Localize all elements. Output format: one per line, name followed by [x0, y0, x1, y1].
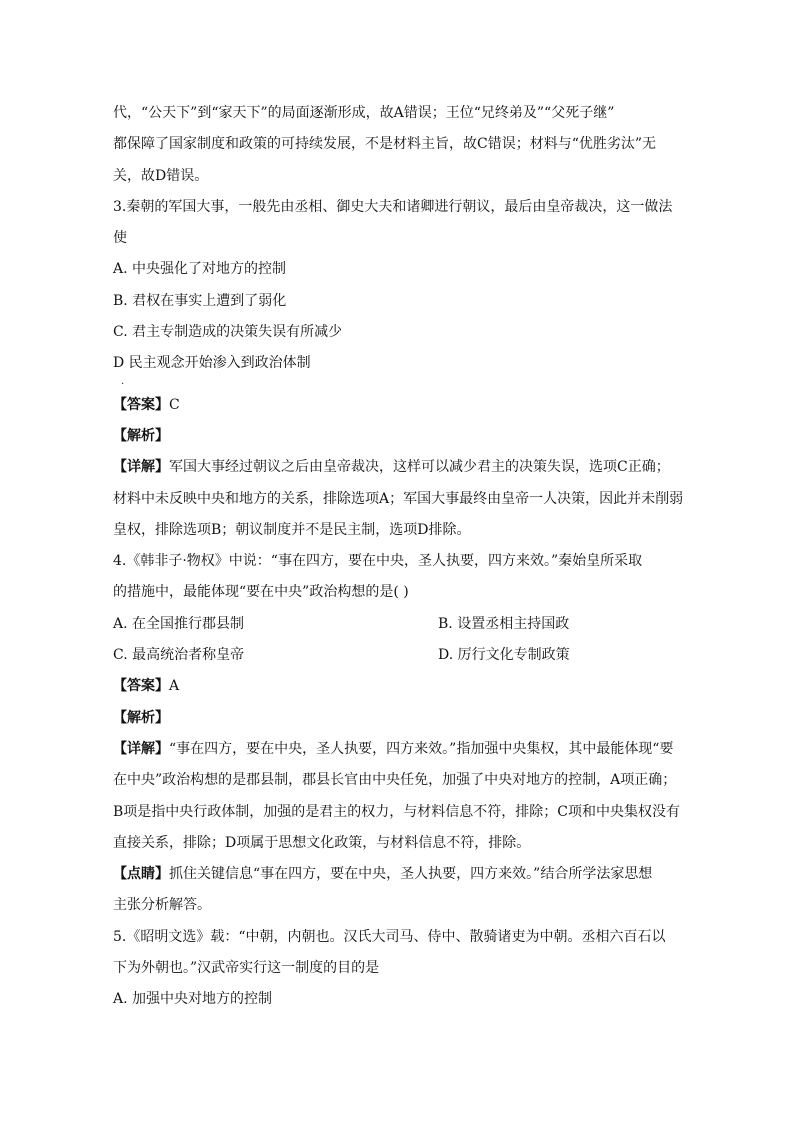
q3-detail-line-1	[113, 452, 683, 483]
q4-option-c: C. 最高统治者称皇帝	[113, 647, 245, 664]
q4-detail-text-1: “事在四方，要在中央，圣人执要，四方来效。”指加强中央集权，其中最能体现“要	[169, 740, 674, 757]
q3-detail-line-3: 皇权，排除选项B；朝议制度并不是民主制，选项D排除。	[113, 521, 471, 538]
q4-options-row-2	[113, 640, 683, 671]
q3-detail-line-2: 材料中未反映中央和地方的关系，排除选项A；军国大事最终由皇帝一人决策，因此并未削弱	[113, 490, 684, 507]
document-content	[113, 98, 683, 1016]
q5-option-a: A. 加强中央对地方的控制	[113, 991, 273, 1008]
q4-detail-line-1	[113, 734, 683, 765]
q5-stem-line-1: 5.《昭明文选》载：“中朝，内朝也。汉氏大司马、侍中、散骑诸吏为中朝。丞相六百石以	[113, 928, 666, 945]
q3-option-a: A. 中央强化了对地方的控制	[113, 261, 287, 278]
q3-stem-line-2: 使	[113, 230, 127, 247]
stray-mark: ·	[121, 378, 125, 390]
q4-answer-value: A	[169, 678, 180, 695]
q3-stem-line-1: 3.秦朝的军国大事，一般先由丞相、御史大夫和诸卿进行朝议，最后由皇帝裁决，这一做法	[113, 198, 673, 215]
q3-answer-line	[113, 390, 683, 421]
q4-point-line-2: 主张分析解答。	[113, 897, 211, 914]
q4-point-line-1	[113, 859, 683, 890]
q4-answer-line	[113, 671, 683, 702]
answer-tag: 【答案】	[113, 396, 169, 413]
q4-option-b: B. 设置丞相主持国政	[438, 615, 570, 632]
q4-option-a: A. 在全国推行郡县制	[113, 615, 245, 632]
point-tag: 【点睛】	[113, 866, 169, 883]
q3-option-c: C. 君主专制造成的决策失误有所减少	[113, 324, 343, 341]
q4-point-text-1: 抓住关键信息“事在四方，要在中央，圣人执要，四方来效。”结合所学法家思想	[169, 866, 653, 883]
q4-detail-line-4: 直接关系，排除；D项属于思想文化政策，与材料信息不符，排除。	[113, 834, 531, 851]
q4-options-row-1	[113, 609, 683, 640]
answer-tag: 【答案】	[113, 678, 169, 695]
q4-detail-line-2: 在中央”政治构想的是郡县制，郡县长官由中央任免，加强了中央对地方的控制，A项正确；	[113, 772, 677, 789]
q3-option-b: B. 君权在事实上遭到了弱化	[113, 292, 287, 309]
q4-stem-line-1: 4.《韩非子·物权》中说：“事在四方，要在中央，圣人执要，四方来效。”秦始皇所采取	[113, 553, 643, 570]
detail-tag: 【详解】	[113, 740, 169, 757]
q4-option-d: D. 厉行文化专制政策	[438, 647, 570, 664]
q3-answer-value: C	[169, 396, 180, 413]
q3-analysis-heading	[113, 421, 683, 452]
q3-detail-text-1: 军国大事经过朝议之后由皇帝裁决，这样可以减少君主的决策失误，选项C正确；	[169, 459, 670, 476]
detail-tag: 【详解】	[113, 459, 169, 476]
analysis-tag: 【解析】	[113, 427, 169, 444]
prev-analysis-line-2: 都保障了国家制度和政策的可持续发展，不是材料主旨，故C错误；材料与“优胜劣汰”无	[113, 136, 657, 153]
q4-detail-line-3: B项是指中央行政体制，加强的是君主的权力，与材料信息不符，排除；C项和中央集权没有	[113, 803, 680, 820]
q4-analysis-heading	[113, 703, 683, 734]
q4-stem-line-2: 的措施中，最能体现“要在中央”政治构想的是( )	[113, 584, 409, 601]
analysis-tag: 【解析】	[113, 709, 169, 726]
prev-analysis-line-3: 关，故D错误。	[113, 167, 209, 184]
q3-option-d: D 民主观念开始渗入到政治体制	[113, 355, 311, 372]
q5-stem-line-2: 下为外朝也。”汉武帝实行这一制度的目的是	[113, 960, 380, 977]
prev-analysis-line-1: 代，“公天下”到“家天下”的局面逐渐形成，故A错误；王位“兄终弟及”“父死子继”	[113, 105, 615, 121]
